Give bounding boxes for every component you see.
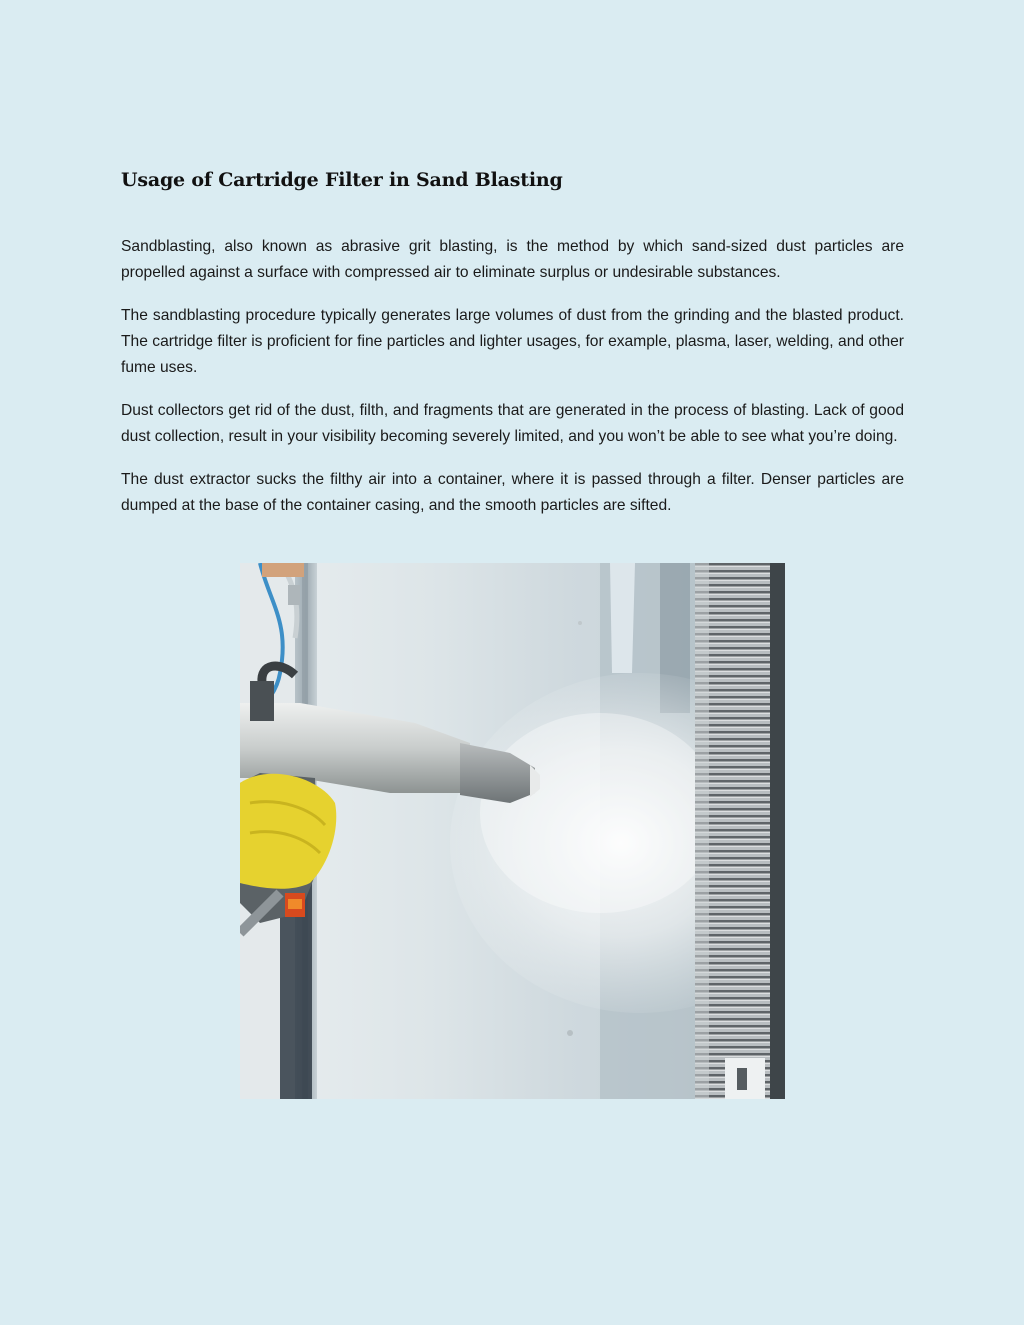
paragraph-2: The sandblasting procedure typically generates large volumes of dust from the grinding and the blasted product. The cartridge filter is proficient for fine particles and lighter usages, for example, plasma, laser, welding, and other fume uses. [121, 307, 904, 376]
paragraph-4: The dust extractor sucks the filthy air into a container, where it is passed through a filter. Denser particles are dumped at the base of the container casing, and the smooth particles are sifted. [121, 471, 904, 514]
paragraph-1: Sandblasting, also known as abrasive grit blasting, is the method by which sand-sized dust particles are propelled against a surface with compressed air to eliminate surplus or undesirable substances. [121, 238, 904, 281]
spray-gun-photo [240, 563, 785, 1099]
paragraph-3: Dust collectors get rid of the dust, filth, and fragments that are generated in the process of blasting. Lack of good dust collection, result in your visibility becoming severely limited, and you won’t be able to see what you’re doing. [121, 402, 904, 445]
document-page [121, 166, 904, 536]
document-body [121, 234, 904, 519]
document-title: Usage of Cartridge Filter in Sand Blasting [121, 169, 563, 191]
